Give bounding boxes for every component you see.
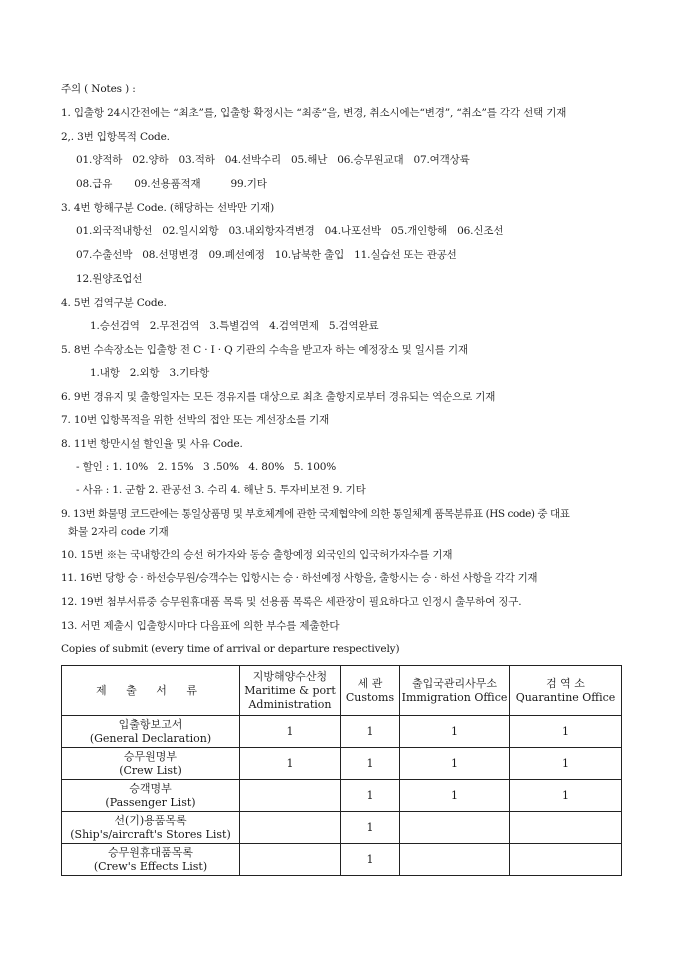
header-maritime: [240, 666, 341, 716]
header-quarantine-en: Quarantine Office: [515, 690, 616, 704]
header-maritime-en1: Maritime & port: [244, 683, 336, 697]
code-item: 06.승무원교대: [337, 154, 404, 166]
document-cell: [62, 844, 240, 876]
code-item: 08.선명변경: [142, 249, 199, 261]
note-8-reason: - 사유 : 1. 군함 2. 관공선 3. 수리 4. 해난 5. 투자비보전 9. 기타: [76, 484, 366, 496]
customs-count: 1: [341, 812, 400, 844]
immigration-count: 1: [400, 780, 510, 812]
header-maritime-ko: 지방해양수산청: [252, 669, 328, 683]
immigration-count: 1: [400, 716, 510, 748]
note-4-codes: [90, 319, 379, 333]
header-quarantine-ko: 검 역 소: [546, 676, 585, 690]
maritime-count: [240, 780, 341, 812]
maritime-count: 1: [240, 748, 341, 780]
header-immigration-en: Immigration Office: [401, 690, 508, 704]
code-item: 05.개인항해: [390, 225, 448, 237]
code-item: 12.원양조업선: [76, 273, 143, 285]
note-6: 6. 9번 경유지 및 출항일자는 모든 경유지를 대상으로 최초 출항지로부터 경유되는 역순으로 기재: [61, 391, 496, 403]
code-item: 09.선용품적재: [134, 178, 201, 190]
code-item: 06.신조선: [457, 225, 504, 237]
code-item: 11.실습선 또는 관공선: [354, 249, 457, 261]
code-item: 3.기타항: [169, 367, 210, 379]
note-3-codes-a: [76, 224, 503, 238]
quarantine-count: [510, 844, 622, 876]
document-en: (Crew List): [119, 763, 182, 777]
maritime-count: 1: [240, 716, 341, 748]
customs-count: 1: [341, 716, 400, 748]
table-row: [62, 844, 622, 876]
note-13: 13. 서면 제출시 입출항시마다 다음표에 의한 부수를 제출한다: [61, 620, 340, 632]
table-row: [62, 716, 622, 748]
quarantine-count: 1: [510, 780, 622, 812]
document-ko: 승무원명부: [123, 749, 178, 763]
maritime-count: [240, 844, 341, 876]
code-item: 04.선박수리: [224, 154, 281, 166]
customs-count: 1: [341, 748, 400, 780]
code-item: 03.내외항자격변경: [228, 225, 315, 237]
code-item: 2.외항: [129, 367, 160, 379]
note-2-title: 2,. 3번 입항목적 Code.: [61, 131, 170, 143]
header-document: 제 출 서 류: [62, 666, 240, 716]
code-item: 08.급유: [76, 178, 113, 190]
quarantine-count: [510, 812, 622, 844]
note-9-line2: 화물 2자리 code 기재: [68, 526, 169, 538]
document-ko: 승객명부: [129, 781, 172, 795]
maritime-count: [240, 812, 341, 844]
header-immigration-ko: 출입국관리사무소: [411, 676, 497, 690]
header-maritime-en2: Administration: [248, 697, 332, 711]
header-customs: [341, 666, 400, 716]
note-2-codes-b: [76, 177, 267, 191]
note-2-codes-a: [76, 153, 470, 167]
document-en: (Ship's/aircraft's Stores List): [70, 827, 231, 841]
code-item: 99.기타: [230, 178, 267, 190]
note-9-line1: 9. 13번 화물명 코드란에는 통일상품명 및 부호체계에 관한 국제협약에 의한 통일체계 품목분류표 (HS code) 중 대표: [61, 508, 570, 520]
document-en: (Passenger List): [105, 795, 196, 809]
document-ko: 입출항보고서: [118, 717, 183, 731]
quarantine-count: 1: [510, 748, 622, 780]
header-customs-en: Customs: [345, 690, 395, 704]
code-item: 03.적하: [178, 154, 215, 166]
note-3-codes-b: [76, 248, 457, 262]
note-12: 12. 19번 첨부서류중 승무원휴대품 목록 및 선용품 목록은 세관장이 필요하다고 인정시 출무하여 징구.: [61, 596, 522, 608]
notes-heading: 주의 ( Notes ) :: [61, 83, 136, 95]
code-item: 3.특별검역: [209, 320, 260, 332]
code-item: 05.해난: [290, 154, 328, 166]
code-item: 5.검역완료: [328, 320, 379, 332]
code-item: 1.승선검역: [90, 320, 140, 332]
code-item: 4.검역면제: [269, 320, 319, 332]
note-5-title: 5. 8번 수속장소는 입출항 전 C · I · Q 기관의 수속을 받고자 하는 예정장소 및 일시를 기재: [61, 344, 468, 356]
quarantine-count: 1: [510, 716, 622, 748]
copies-caption: Copies of submit (every time of arrival or departure respectively): [61, 643, 400, 655]
customs-count: 1: [341, 780, 400, 812]
code-item: 09.폐선예정: [208, 249, 265, 261]
customs-count: 1: [341, 844, 400, 876]
immigration-count: 1: [400, 748, 510, 780]
header-customs-ko: 세 관: [357, 676, 383, 690]
note-8-title: 8. 11번 항만시설 할인율 및 사유 Code.: [61, 438, 243, 450]
code-item: 04.나포선박: [324, 225, 381, 237]
copies-table: [61, 665, 622, 876]
document-cell: [62, 780, 240, 812]
document-ko: 선(기)용품목록: [114, 813, 187, 827]
note-7: 7. 10번 입항목적을 위한 선박의 접안 또는 계선장소를 기재: [61, 414, 330, 426]
code-item: 01.외국적내항선: [76, 225, 153, 237]
header-immigration: [400, 666, 510, 716]
immigration-count: [400, 812, 510, 844]
header-quarantine: [510, 666, 622, 716]
document-ko: 승무원휴대품목록: [107, 845, 193, 859]
table-row: [62, 748, 622, 780]
code-item: 02.일시외항: [162, 225, 219, 237]
code-item: 2.무전검역: [149, 320, 200, 332]
document-cell: [62, 716, 240, 748]
code-item: 10.남북한 출입: [274, 249, 345, 261]
document-en: (General Declaration): [89, 731, 212, 745]
note-10: 10. 15번 ※는 국내항간의 승선 허가자와 동승 출항예정 외국인의 입국허가자수를 기재: [61, 549, 453, 561]
note-11: 11. 16번 당항 승 · 하선승무원/승객수는 입항시는 승 · 하선예정 사항을, 출항시는 승 · 하선 사항을 각각 기재: [61, 572, 538, 584]
document-cell: [62, 812, 240, 844]
code-item: 02.양하: [132, 154, 169, 166]
immigration-count: [400, 844, 510, 876]
note-3-title: 3. 4번 항해구분 Code. (해당하는 선박만 기재): [61, 202, 275, 214]
table-row: [62, 812, 622, 844]
table-header-row: [62, 666, 622, 716]
code-item: 07.수출선박: [76, 249, 133, 261]
note-5-codes: [90, 366, 209, 380]
note-8-discount: - 할인 : 1. 10% 2. 15% 3 .50% 4. 80% 5. 100%: [76, 461, 337, 473]
code-item: 1.내항: [90, 367, 120, 379]
code-item: 01.양적하: [76, 154, 123, 166]
document-en: (Crew's Effects List): [93, 859, 208, 873]
document-cell: [62, 748, 240, 780]
note-4-title: 4. 5번 검역구분 Code.: [61, 297, 167, 309]
table-row: [62, 780, 622, 812]
note-1: 1. 입출항 24시간전에는 “최초”를, 입출항 확정시는 “최종”을, 변경, 취소시에는“변경”, “취소”를 각각 선택 기재: [61, 107, 567, 119]
note-3-codes-c: [76, 272, 142, 286]
code-item: 07.여객상륙: [413, 154, 470, 166]
